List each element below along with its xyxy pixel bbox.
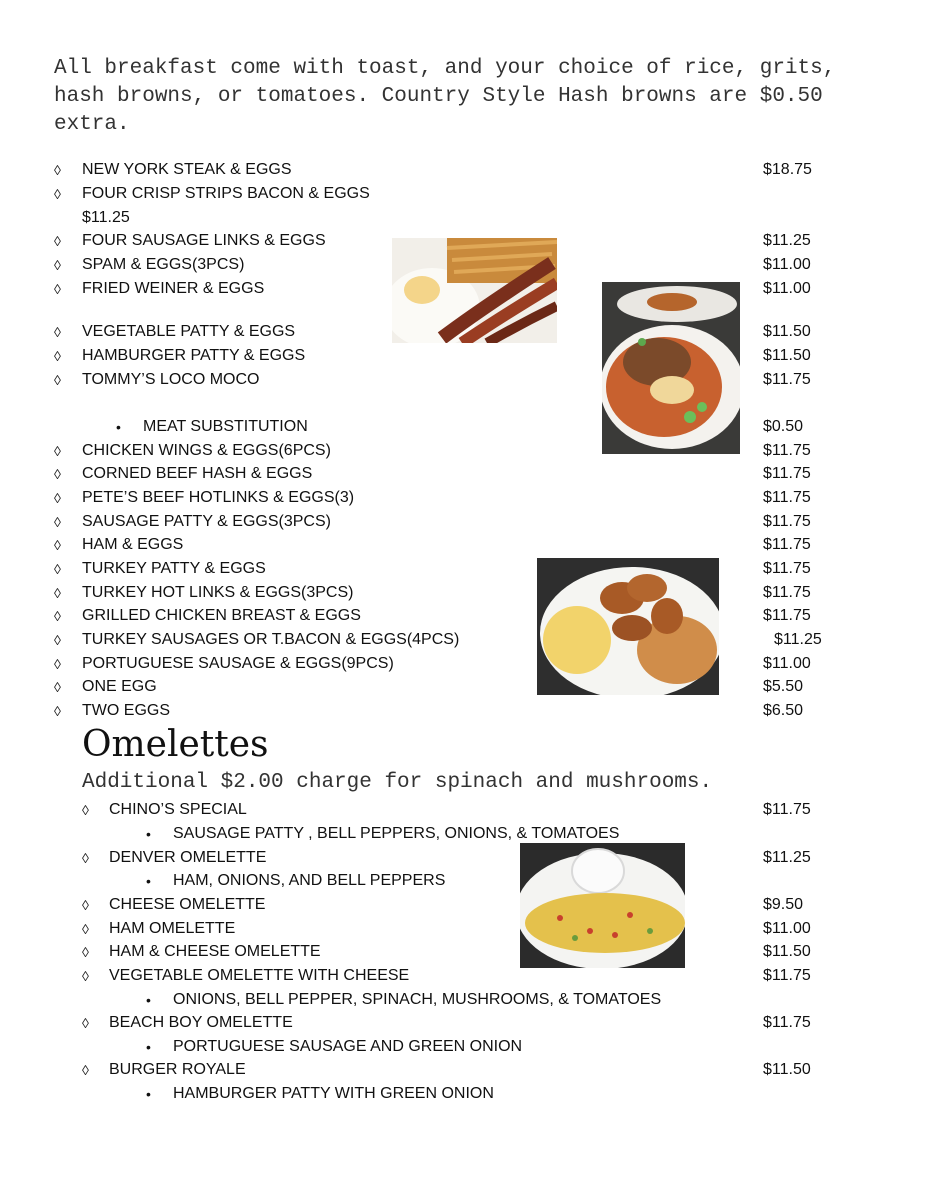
sub-item-text: SAUSAGE PATTY , BELL PEPPERS, ONIONS, & TOMATOES [173,825,620,842]
diamond-icon: ◊ [54,348,61,364]
item-name: CHEESE OMELETTE [109,896,266,913]
item-name: HAM OMELETTE [109,920,236,937]
item-name: CHINO’S SPECIAL [109,801,247,818]
diamond-icon: ◊ [54,281,61,297]
item-price: $11.50 [763,1061,811,1078]
diamond-icon: ◊ [54,632,61,648]
item-price: $6.50 [763,702,804,719]
omelette-photo [520,843,685,968]
item-name: PORTUGUESE SAUSAGE & EGGS(9PCS) [82,655,394,672]
sub-item-price: $0.50 [763,418,804,435]
diamond-icon: ◊ [54,608,61,624]
item-name: DENVER OMELETTE [109,849,267,866]
diamond-icon: ◊ [54,372,61,388]
diamond-icon: ◊ [54,514,61,530]
item-price: $11.25 [82,209,130,226]
diamond-icon: ◊ [82,1062,89,1078]
item-price: $11.50 [763,347,811,364]
section-note: Additional $2.00 charge for spinach and mushrooms. [82,771,713,794]
item-name: TOMMY’S LOCO MOCO [82,371,260,388]
item-name: BURGER ROYALE [109,1061,246,1078]
item-name: NEW YORK STEAK & EGGS [82,161,292,178]
item-price: $11.50 [763,323,811,340]
diamond-icon: ◊ [82,850,89,866]
item-price: $11.25 [763,232,811,249]
item-name: HAMBURGER PATTY & EGGS [82,347,306,364]
sub-item-text: HAM, ONIONS, AND BELL PEPPERS [173,872,446,889]
item-name: CORNED BEEF HASH & EGGS [82,465,313,482]
item-name: FOUR SAUSAGE LINKS & EGGS [82,232,326,249]
diamond-icon: ◊ [54,585,61,601]
item-name: FOUR CRISP STRIPS BACON & EGGS [82,185,370,202]
section-heading: Omelettes [82,724,269,765]
diamond-icon: ◊ [54,186,61,202]
item-name: HAM & CHEESE OMELETTE [109,943,321,960]
item-price: $11.00 [763,256,811,273]
item-price: $11.75 [763,536,811,553]
item-name: TURKEY SAUSAGES OR T.BACON & EGGS(4PCS) [82,631,460,648]
diamond-icon: ◊ [82,968,89,984]
item-price: $11.75 [763,489,811,506]
diamond-icon: ◊ [54,257,61,273]
diamond-icon: ◊ [54,162,61,178]
sub-item-text: MEAT SUBSTITUTION [143,418,308,435]
item-name: ONE EGG [82,678,157,695]
item-price: $11.75 [763,584,811,601]
sub-item-text: PORTUGUESE SAUSAGE AND GREEN ONION [173,1038,523,1055]
item-price: $11.75 [763,607,811,624]
item-name: VEGETABLE PATTY & EGGS [82,323,296,340]
item-price: $11.00 [763,655,811,672]
item-price: $11.75 [763,513,811,530]
diamond-icon: ◊ [54,324,61,340]
item-name: GRILLED CHICKEN BREAST & EGGS [82,607,361,624]
bullet-icon: • [146,1086,151,1102]
item-name: CHICKEN WINGS & EGGS(6PCS) [82,442,331,459]
item-price: $11.75 [763,442,811,459]
item-price: $11.75 [763,560,811,577]
diamond-icon: ◊ [82,1015,89,1031]
diamond-icon: ◊ [54,537,61,553]
item-name: SPAM & EGGS(3PCS) [82,256,245,273]
item-name: BEACH BOY OMELETTE [109,1014,293,1031]
bullet-icon: • [146,992,151,1008]
diamond-icon: ◊ [54,561,61,577]
item-price: $11.75 [763,1014,811,1031]
bullet-icon: • [146,1039,151,1055]
loco-moco-photo [602,282,740,454]
item-price: $11.25 [763,849,811,866]
item-price: $11.25 [774,631,822,648]
item-price: $9.50 [763,896,804,913]
item-name: PETE’S BEEF HOTLINKS & EGGS(3) [82,489,355,506]
sub-item-text: ONIONS, BELL PEPPER, SPINACH, MUSHROOMS, & TOMATOES [173,991,662,1008]
item-name: HAM & EGGS [82,536,184,553]
item-name: TWO EGGS [82,702,170,719]
chicken-wings-photo [537,558,719,695]
item-price: $11.75 [763,465,811,482]
diamond-icon: ◊ [54,679,61,695]
item-price: $11.50 [763,943,811,960]
item-price: $18.75 [763,161,812,178]
item-name: SAUSAGE PATTY & EGGS(3PCS) [82,513,331,530]
item-name: TURKEY PATTY & EGGS [82,560,266,577]
diamond-icon: ◊ [54,443,61,459]
item-name: VEGETABLE OMELETTE WITH CHEESE [109,967,410,984]
intro-text: All breakfast come with toast, and your choice of rice, grits, hash browns, or tomatoes. Country Style Hash browns are $0.50 extra. [54,57,836,136]
bullet-icon: • [146,826,151,842]
item-price: $11.75 [763,801,811,818]
item-name: TURKEY HOT LINKS & EGGS(3PCS) [82,584,354,601]
diamond-icon: ◊ [82,921,89,937]
diamond-icon: ◊ [54,703,61,719]
item-price: $11.00 [763,920,811,937]
diamond-icon: ◊ [82,802,89,818]
sub-item-text: HAMBURGER PATTY WITH GREEN ONION [173,1085,494,1102]
bullet-icon: • [116,419,121,435]
item-price: $11.75 [763,967,811,984]
item-name: FRIED WEINER & EGGS [82,280,265,297]
item-price: $5.50 [763,678,804,695]
bacon-eggs-photo [392,238,557,343]
bullet-icon: • [146,873,151,889]
diamond-icon: ◊ [54,233,61,249]
diamond-icon: ◊ [54,490,61,506]
item-price: $11.75 [763,371,811,388]
diamond-icon: ◊ [54,656,61,672]
diamond-icon: ◊ [82,944,89,960]
diamond-icon: ◊ [54,466,61,482]
item-price: $11.00 [763,280,811,297]
diamond-icon: ◊ [82,897,89,913]
